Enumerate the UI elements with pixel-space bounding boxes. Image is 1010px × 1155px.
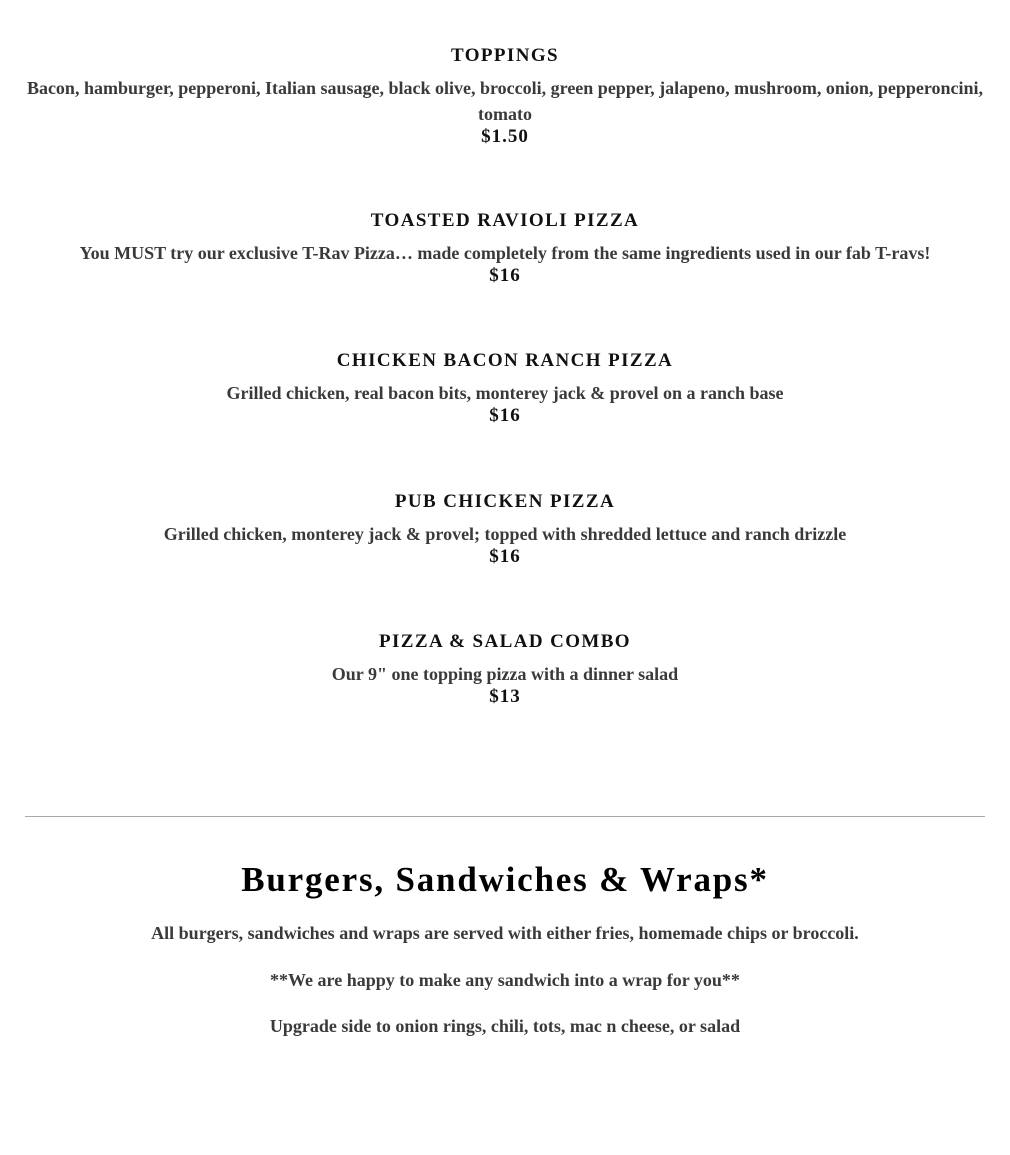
item-price: $16 — [489, 546, 521, 567]
item-title: TOASTED RAVIOLI PIZZA — [370, 210, 640, 231]
item-description: Grilled chicken, real bacon bits, monterey jack & provel on a ranch base — [226, 383, 784, 403]
item-title: CHICKEN BACON RANCH PIZZA — [336, 350, 674, 371]
item-price: $1.50 — [481, 126, 529, 147]
menu-item-toasted-ravioli-pizza — [0, 209, 1010, 288]
section-title: Burgers, Sandwiches & Wraps* — [241, 860, 769, 899]
menu-item-pizza-salad-combo — [0, 630, 1010, 709]
section-note-upgrade: Upgrade side to onion rings, chili, tots, mac n cheese, or salad — [269, 1016, 741, 1036]
menu-item-pub-chicken-pizza — [0, 490, 1010, 569]
menu-item-chicken-bacon-ranch-pizza — [0, 349, 1010, 428]
item-price: $16 — [489, 405, 521, 426]
item-description: Grilled chicken, monterey jack & provel; topped with shredded lettuce and ranch drizzle — [163, 524, 847, 544]
section-divider — [25, 816, 985, 817]
item-description: Our 9" one topping pizza with a dinner salad — [331, 664, 679, 684]
item-title: PUB CHICKEN PIZZA — [394, 491, 616, 512]
item-description: You MUST try our exclusive T-Rav Pizza… made completely from the same ingredients used in our fab T-ravs! — [79, 243, 931, 263]
section-note-wrap: **We are happy to make any sandwich into a wrap for you** — [270, 970, 740, 990]
item-price: $16 — [489, 265, 521, 286]
item-price: $13 — [489, 686, 521, 707]
item-title: TOPPINGS — [451, 45, 559, 66]
menu-item-toppings — [0, 44, 1010, 149]
item-title: PIZZA & SALAD COMBO — [379, 631, 631, 652]
section-note-sides: All burgers, sandwiches and wraps are served with either fries, homemade chips or broccoli. — [151, 923, 859, 943]
item-description: Bacon, hamburger, pepperoni, Italian sausage, black olive, broccoli, green pepper, jalapeno, mushroom, onion, pepperoncini, tomato — [26, 78, 984, 124]
